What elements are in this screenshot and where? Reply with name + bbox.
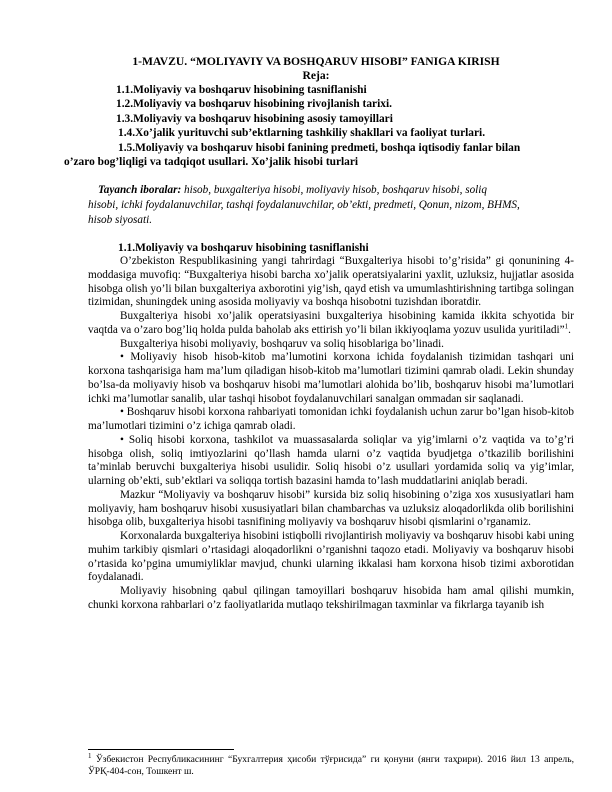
key-terms-text: hisobi, ichki foydalanuvchilar, tashqi foydalanuvchilar, ob’ekti, predmeti, Qonun, nizom, BHMS, [88,199,520,211]
plan-item: 1.4.Xo’jalik yurituvchi sub’ektlarning tashkiliy shakllari va faoliyat turlari. [118,127,486,140]
plan-item: 1.3.Moliyaviy va boshqaruv hisobining asosiy tamoyillari [116,112,393,125]
key-terms-text: hisob siyosati. [88,214,153,226]
plan-list [0,83,612,169]
plan-item: 1.2.Moliyaviy va boshqaruv hisobining rivojlanish tarixi. [116,98,392,111]
footnote-ref[interactable]: 1 [564,322,569,331]
plan-heading: Reja: [302,69,330,82]
paragraph: Mazkur “Moliyaviy va boshqaruv hisobi” kursida biz soliq hisobining o’ziga xos xususiyatlari ham moliyaviy, ham boshqaruv hisobi xususiyatlari bilan chambarchas va uzluksiz aloqadorlikda olib borilishini hisobga olib, buxgalteriya hisobi tasnifining moliyaviy va boshqaruv hisobi qismlarini o’rganamiz. [88,488,574,529]
topic-title: 1-MAVZU. “MOLIYAVIY VA BOSHQARUV HISOBI” FANIGA KIRISH [132,55,500,68]
section-heading: 1.1.Moliyaviy va boshqaruv hisobining tasniflanishi [118,242,369,254]
plan-item: 1.1.Moliyaviy va boshqaruv hisobining tasniflanishi [116,84,367,96]
plan-item: 1.5.Moliyaviy va boshqaruv hisobi fanining predmeti, boshqa iqtisodiy fanlar bilan [118,141,521,154]
body-text [88,255,574,613]
key-terms-text: hisob, buxgalteriya hisobi, moliyaviy hisob, boshqaruv hisobi, soliq [184,184,487,196]
paragraph: Moliyaviy hisobning qabul qilingan tamoyillari boshqaruv hisobida ham amal qilishi mumkin, chunki korxona rahbarlari o’z faoliyatlarida mutlaqo tekshirilmagan taxminlar va fikrlarga tayanib ish [88,585,574,611]
paragraph: • Soliq hisobi korxona, tashkilot va muassasalarda soliqlar va yig’imlarni o’z vaqtida va to’g’ri hisobga olish, soliq imtiyozlarini qo’llash hamda ularni o’z vaqtida byudjetga o’tkazilib borilishini ta’minlab beruvchi buxgalteriya hisobi usulidir. Soliq hisobi o’z usullari yordamida soliq va yig’imlar, ularning ob’ekti, sub’ektlari va soliqqa tortish bazasini hamda to’lash muddatlarini aniqlab beradi. [88,433,574,487]
paragraph: Buxgalteriya hisobi xo’jalik operatsiyasini buxgalteriya hisobining kamida ikkita schyotida bir vaqtda va o’zaro bog’liq holda pulda baholab aks ettirish yo’li bilan ikkiyoqlama yozuv usulida yuritiladi”$^1$. [88,310,574,336]
key-terms [98,183,576,198]
paragraph: Buxgalteriya hisobi moliyaviy, boshqaruv va soliq hisoblariga bo’linadi. [120,337,444,350]
key-terms-label: Tayanch iboralar: [98,184,182,196]
footnote-divider [88,749,234,750]
paragraph: Korxonalarda buxgalteriya hisobini istiqbolli rivojlantirish moliyaviy va boshqaruv hisobi kabi uning muhim tarkibiy qismlari o’rtasidagi aloqadorlikni o’rganishni taqozo etadi. Moliyaviy va boshqaruv hisobi o’rtasida ko’pgina umumiyliklar mavjud, chunki ularning ikkalasi ham korxona hisob tizimi axborotidan foydalanadi. [88,530,574,584]
footnote: $^1$ Ўзбекистон Республикасининг “Бухгалтерия ҳисоби тўғрисида” ги қонуни (янги таҳрири). 2016 йил 13 апрель, ЎРҚ-404-сон, Тошкент ш. [88,751,574,777]
paragraph: • Moliyaviy hisob hisob-kitob ma’lumotini korxona ichida foydalanish tizimidan tashqari uni korxona tashqarisiga ham ma’lum qiladigan hisob-kitob ma’lumotlari tizimini qamrab oladi. Lekin shunday bo’lsa-da moliyaviy hisob va boshqaruv hisobi ma’lumotlari alohida bo’lib, boshqaruv hisobi ma’lumotlari ichki ma’lumotlar sanalib, ular tashqi hisobot foydalanuvchilari sanalgan ommadan sir saqlanadi. [88,351,574,405]
plan-item-continuation: o’zaro bog’liqligi va tadqiqot usullari. Xo’jalik hisobi turlari [64,156,359,169]
paragraph: O’zbekiston Respublikasining yangi tahrirdagi “Buxgalteriya hisobi to’g’risida” gi qonunining 4-moddasiga muvofiq: “Buxgalteriya hisobi barcha xo’jalik operatsiyalarini yaxlit, uzluksiz, hujjatlar asosida hisobga olish yo’li bilan buxgalteriya axborotini yig’ish, qayd etish va umumlashtirishning tartibga solingan tizimidan, shuningdek uning asosida moliyaviy va boshqa hisobotni tuzishdan iboratdir. [88,255,574,309]
footnote-marker: 1 [88,751,92,760]
paragraph: • Boshqaruv hisobi korxona rahbariyati tomonidan ichki foydalanish uchun zarur bo’lgan hisob-kitob ma’lumotlari tizimini o’z ichiga qamrab oladi. [88,406,574,432]
